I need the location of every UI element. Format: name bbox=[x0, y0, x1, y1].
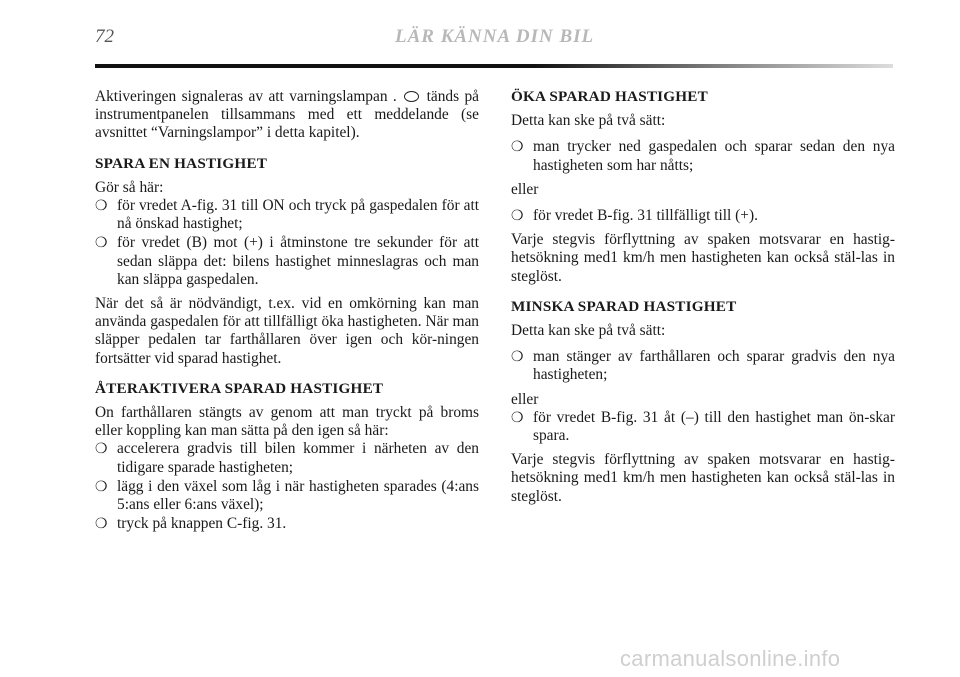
increase-paragraph: Varje stegvis förflyttning av spaken motsvarar en hastig-hetsökning med1 km/h men hastigheten kan också stäl-las in steglöst. bbox=[511, 231, 895, 285]
heading-save-speed: SPARA EN HASTIGHET bbox=[95, 154, 268, 172]
list-item: ❍ för vredet A-fig. 31 till ON och tryck på gaspedalen för att nå önskad hastighet; bbox=[95, 197, 479, 233]
right-column bbox=[511, 88, 895, 514]
list-item: ❍ för vredet (B) mot (+) i åtminstone tre sekunder för att sedan släppa det: bilens hastighet minneslagras och man kan släppa gaspedalen. bbox=[95, 234, 479, 288]
bullet-icon: ❍ bbox=[511, 139, 524, 156]
bullet-icon: ❍ bbox=[95, 441, 108, 458]
increase-list-b bbox=[511, 207, 895, 225]
bullet-icon: ❍ bbox=[511, 208, 524, 225]
page-number: 72 bbox=[95, 26, 114, 47]
save-speed-paragraph: När det så är nödvändigt, t.ex. vid en omkörning kan man använda gaspedalen för att tillfälligt öka hastigheten. När man släpper pedalen tar farthållaren över igen och kör-ningen fortsätter vid sparad hastighet. bbox=[95, 295, 479, 367]
list-item: ❍ man stänger av farthållaren och sparar gradvis den nya hastigheten; bbox=[511, 348, 895, 384]
increase-list-a bbox=[511, 138, 895, 174]
heading-increase-speed: ÖKA SPARAD HASTIGHET bbox=[511, 88, 708, 105]
bullet-icon: ❍ bbox=[95, 478, 108, 495]
header-rule bbox=[95, 64, 893, 68]
heading-decrease-speed: MINSKA SPARAD HASTIGHET bbox=[511, 297, 737, 315]
decrease-lead: Detta kan ske på två sätt: bbox=[511, 322, 666, 340]
decrease-paragraph: Varje stegvis förflyttning av spaken motsvarar en hastig-hetsökning med1 km/h men hastigheten kan också stäl-las in steglöst. bbox=[511, 451, 895, 505]
reactivate-lead: On farthållaren stängts av genom att man tryckt på broms eller koppling kan man sätta på den igen så här: bbox=[95, 404, 479, 440]
list-item: ❍ accelerera gradvis till bilen kommer i närheten av den tidigare sparade hastigheten; bbox=[95, 440, 479, 476]
list-item: ❍ för vredet B-fig. 31 åt (–) till den hastighet man ön-skar spara. bbox=[511, 408, 895, 445]
list-item: ❍ man trycker ned gaspedalen och sparar sedan den nya hastigheten som har nåtts; bbox=[511, 138, 895, 174]
bullet-icon: ❍ bbox=[95, 516, 108, 533]
left-column bbox=[95, 88, 479, 539]
bullet-icon: ❍ bbox=[95, 235, 108, 252]
save-speed-lead: Gör så här: bbox=[95, 178, 164, 196]
decrease-list-a bbox=[511, 348, 895, 384]
intro-text-b: tänds på instrumentpanelen tillsammans med ett meddelande (se avsnittet “Varningslampor” i detta kapitel). bbox=[95, 88, 479, 142]
cruise-control-warning-icon bbox=[404, 91, 419, 102]
increase-or: eller bbox=[511, 180, 539, 198]
running-title: LÄR KÄNNA DIN BIL bbox=[395, 26, 595, 47]
bullet-icon: ❍ bbox=[511, 349, 524, 366]
page-header bbox=[95, 26, 895, 56]
intro-paragraph bbox=[95, 88, 479, 143]
bullet-icon: ❍ bbox=[95, 198, 108, 215]
decrease-or: eller bbox=[511, 390, 539, 408]
watermark: carmanualsonline.info bbox=[620, 646, 841, 671]
save-speed-list bbox=[95, 197, 479, 289]
bullet-icon: ❍ bbox=[511, 409, 524, 426]
intro-text-a: Aktiveringen signaleras av att varningslampan . bbox=[95, 88, 397, 105]
heading-reactivate-speed: ÅTERAKTIVERA SPARAD HASTIGHET bbox=[95, 379, 384, 397]
list-item: ❍ för vredet B-fig. 31 tillfälligt till (+). bbox=[511, 207, 758, 225]
list-item: ❍ lägg i den växel som låg i när hastigheten sparades (4:ans 5:ans eller 6:ans växel); bbox=[95, 477, 479, 514]
reactivate-list bbox=[95, 440, 479, 533]
increase-lead: Detta kan ske på två sätt: bbox=[511, 112, 666, 130]
list-item: ❍ tryck på knappen C-fig. 31. bbox=[95, 515, 287, 533]
decrease-list-b bbox=[511, 409, 895, 445]
